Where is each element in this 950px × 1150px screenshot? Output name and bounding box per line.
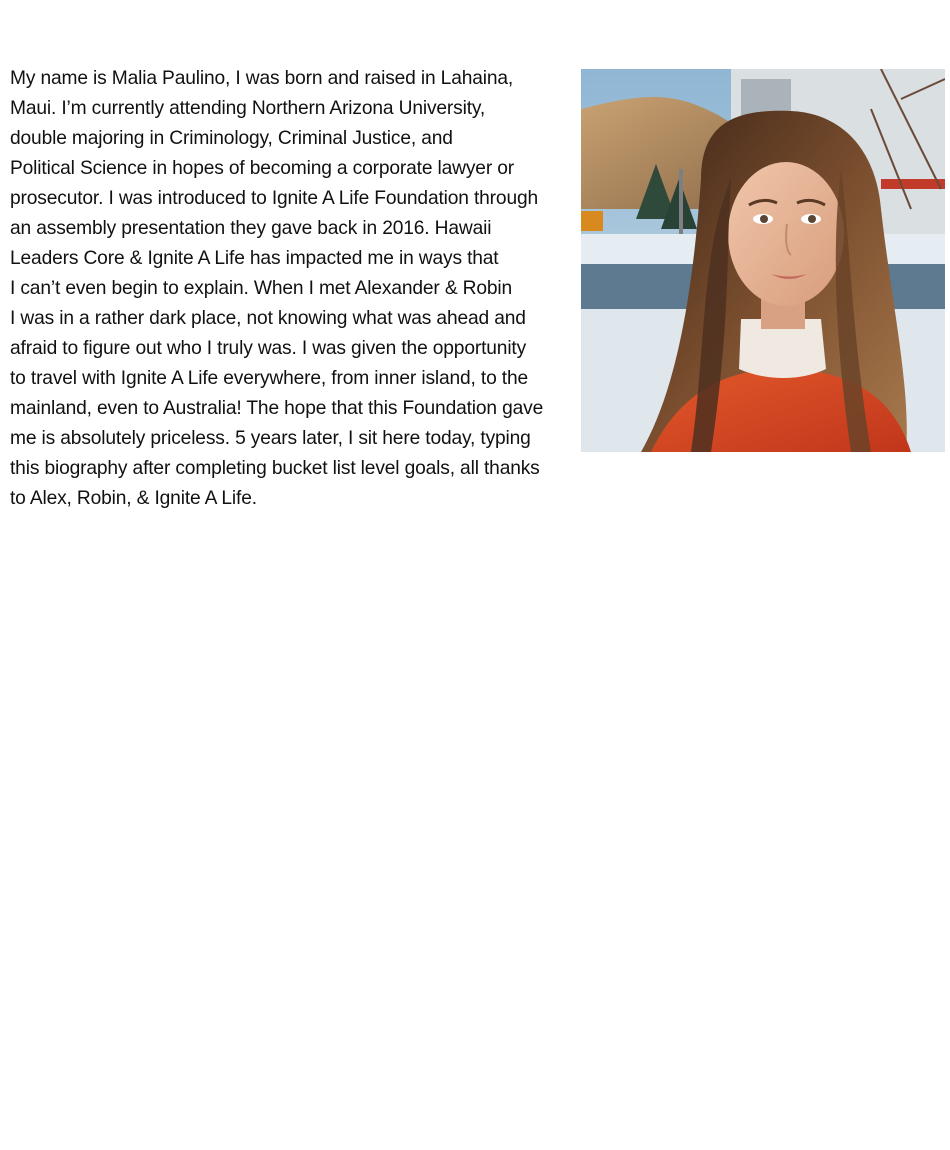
- pupil-left: [760, 215, 768, 223]
- bio-line: to travel with Ignite A Life everywhere, from inner island, to the: [10, 368, 529, 389]
- pupil-right: [808, 215, 816, 223]
- biography-text: [10, 64, 578, 514]
- bio-line: double majoring in Criminology, Criminal Justice, and: [10, 128, 453, 149]
- bio-line: this biography after completing bucket list level goals, all thanks: [10, 458, 540, 479]
- bio-line: I was in a rather dark place, not knowing what was ahead and: [10, 308, 526, 329]
- bio-line: I can’t even begin to explain. When I met Alexander & Robin: [10, 278, 513, 299]
- portrait-illustration: [581, 69, 945, 452]
- bio-line: Political Science in hopes of becoming a corporate lawyer or: [10, 158, 515, 179]
- portrait-photo: [581, 69, 945, 452]
- bio-line: afraid to figure out who I truly was. I was given the opportunity: [10, 338, 527, 359]
- bio-line: to Alex, Robin, & Ignite A Life.: [10, 488, 257, 509]
- bio-line: me is absolutely priceless. 5 years later, I sit here today, typing: [10, 428, 531, 449]
- bio-line: mainland, even to Australia! The hope that this Foundation gave: [10, 398, 544, 419]
- street-sign: [581, 211, 603, 231]
- bio-line: My name is Malia Paulino, I was born and raised in Lahaina,: [10, 68, 514, 89]
- building-stripe: [881, 179, 945, 189]
- bio-line: prosecutor. I was introduced to Ignite A Life Foundation through: [10, 188, 539, 209]
- bio-line: Leaders Core & Ignite A Life has impacted me in ways that: [10, 248, 499, 269]
- bio-line: an assembly presentation they gave back in 2016. Hawaii: [10, 218, 492, 239]
- bio-line: Maui. I’m currently attending Northern Arizona University,: [10, 98, 486, 119]
